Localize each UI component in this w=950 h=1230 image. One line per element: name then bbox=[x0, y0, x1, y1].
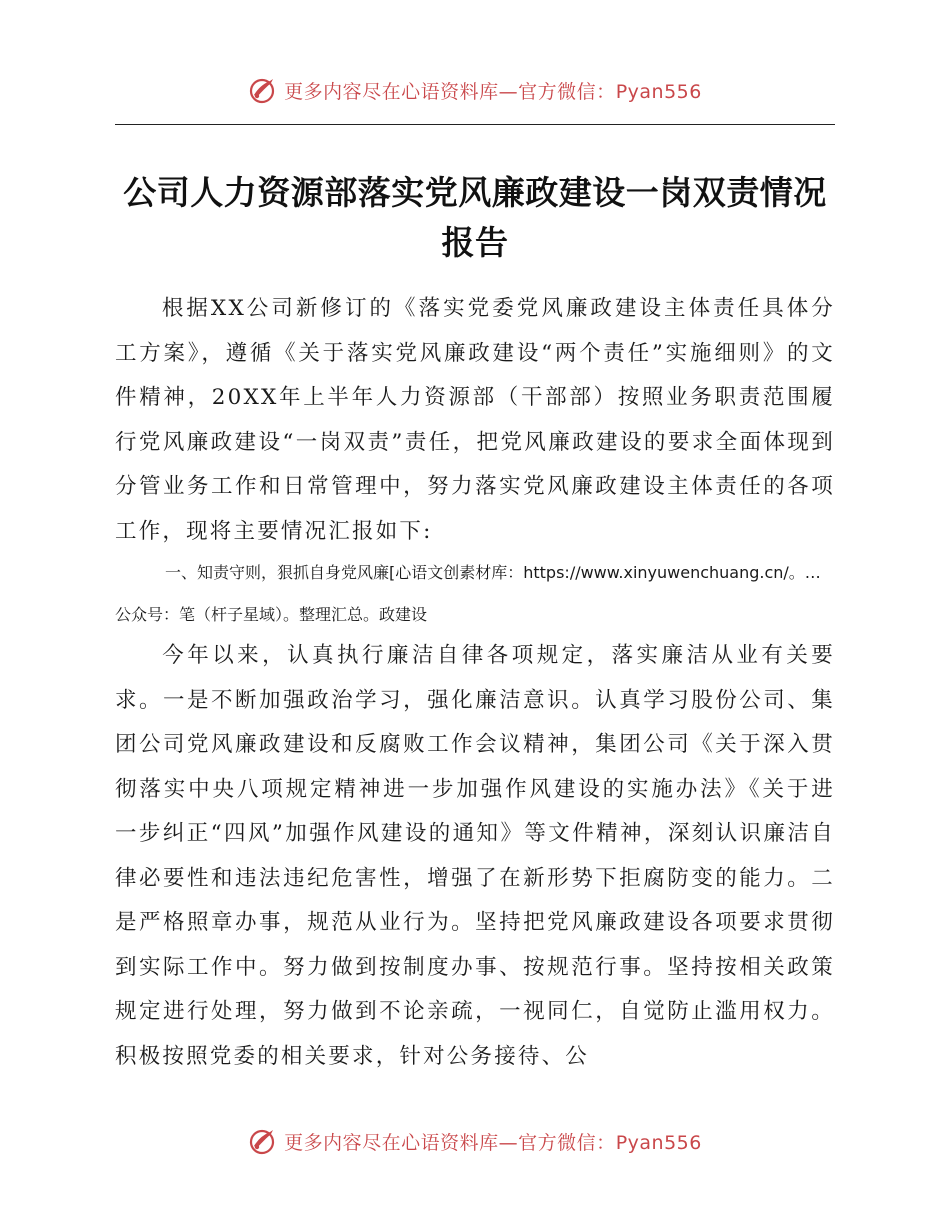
footer-banner bbox=[0, 1123, 950, 1159]
section-1-heading-text: 一、知责守则，狠抓自身党风廉[心语文创素材库：https://www.xinyuwenchuang.cn/。…公众号：笔（杆子星域）。整理汇总。政建设 bbox=[115, 563, 821, 624]
banner-text: 更多内容尽在心语资料库—官方微信：Pyan556 bbox=[284, 1131, 702, 1154]
section-1-body bbox=[115, 634, 835, 1079]
intro-paragraph bbox=[115, 287, 835, 554]
document-title: 公司人力资源部落实党风廉政建设一岗双责情况报告 bbox=[123, 173, 827, 262]
brush-logo-icon bbox=[248, 1126, 278, 1156]
header-divider bbox=[115, 124, 835, 125]
brush-logo-icon bbox=[248, 75, 278, 105]
section-1-body-text: 今年以来，认真执行廉洁自律各项规定，落实廉洁从业有关要求。一是不断加强政治学习，强化廉洁意识。认真学习股份公司、集团公司党风廉政建设和反腐败工作会议精神，集团公司《关于深入贯彻落实中央八项规定精神进一步加强作风建设的实施办法》《关于进一步纠正“四风”加强作风建设的通知》等文件精神，深刻认识廉洁自律必要性和违法违纪危害性，增强了在新形势下拒腐防变的能力。二是严格照章办事，规范从业行为。坚持把党风廉政建设各项要求贯彻到实际工作中。努力做到按制度办事、按规范行事。坚持按相关政策规定进行处理，努力做到不论亲疏，一视同仁，自觉防止滥用权力。积极按照党委的相关要求，针对公务接待、公 bbox=[115, 643, 835, 1069]
section-1-heading bbox=[115, 552, 835, 636]
intro-text: 根据XX公司新修订的《落实党委党风廉政建设主体责任具体分工方案》，遵循《关于落实党风廉政建设“两个责任”实施细则》的文件精神，20XX年上半年人力资源部（干部部）按照业务职责范围履行党风廉政建设“一岗双责”责任，把党风廉政建设的要求全面体现到分管业务工作和日常管理中，努力落实党风廉政建设主体责任的各项工作，现将主要情况汇报如下: bbox=[115, 296, 835, 544]
header-banner bbox=[0, 72, 950, 108]
banner-text: 更多内容尽在心语资料库—官方微信：Pyan556 bbox=[284, 80, 702, 103]
